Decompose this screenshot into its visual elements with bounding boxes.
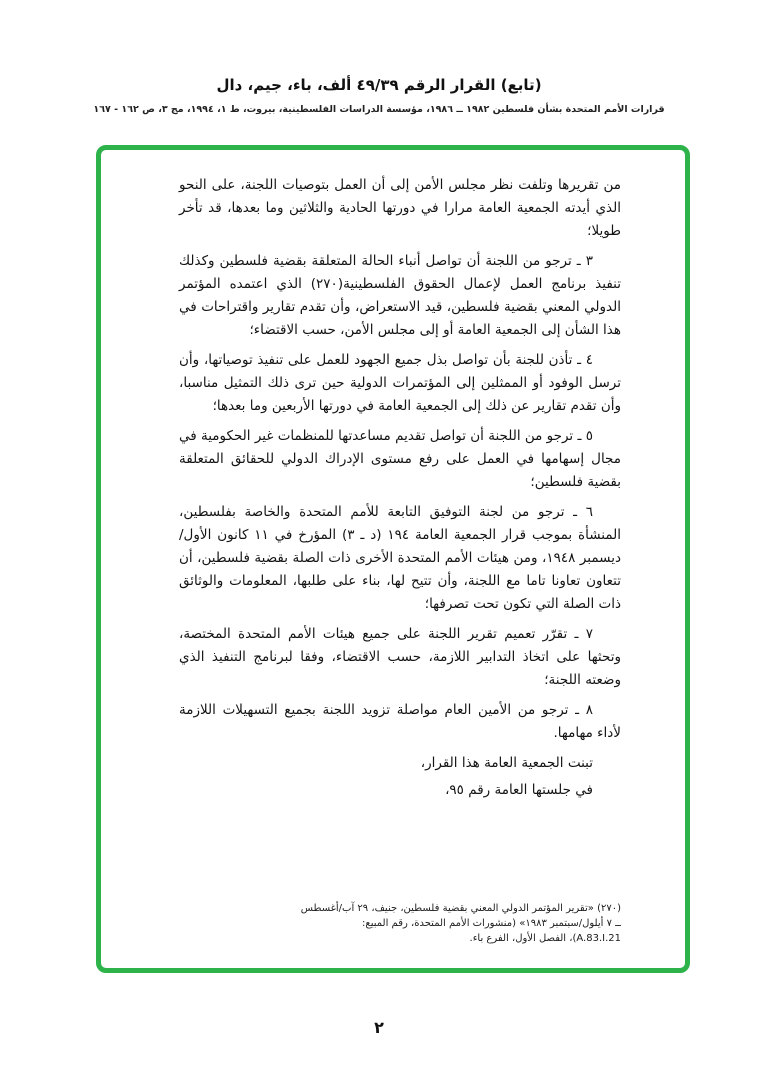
source-citation: قرارات الأمم المتحدة بشأن فلسطين ١٩٨٢ ــ ١٩٨٦، مؤسسة الدراسات الفلسطينية، بيروت، ط ١، ١٩٩٤، مج ٣، ص ١٦٢ - ١٦٧	[93, 104, 665, 115]
document-title: (تابع) القرار الرقم ٤٩/٣٩ ألف، باء، جيم، دال	[216, 76, 542, 94]
paragraph-7: ٧ ـ تقرّر تعميم تقرير اللجنة على جميع هيئات الأمم المتحدة المختصة، وتحثها على اتخاذ التدابير اللازمة، حسب الاقتضاء، وفقا لبرنامج التنفيذ الذي وضعته اللجنة؛	[179, 626, 621, 688]
paragraph-6: ٦ ـ ترجو من لجنة التوفيق التابعة للأمم المتحدة والخاصة بفلسطين، المنشأة بموجب قرار الجمعية العامة ١٩٤ (د ـ ٣) المؤرخ في ١١ كانون الأول/ديسمبر ١٩٤٨، ومن هيئات الأمم المتحدة الأخرى ذات الصلة بقضية فلسطين، أن تتعاون تعاونا تاما مع اللجنة، وأن تتيح لها، بناء على طلبها، المعلومات والوثائق ذات الصلة التي تكون تحت تصرفها؛	[179, 504, 621, 612]
page-number: ٢	[374, 1018, 384, 1037]
footnote-270	[300, 901, 621, 946]
session-note: في جلستها العامة رقم ٩٥،	[445, 782, 593, 798]
paragraph-4: ٤ ـ تأذن للجنة بأن تواصل بذل جميع الجهود للعمل على تنفيذ توصياتها، وأن ترسل الوفود أو الممثلين إلى المؤتمرات الدولية حين ترى ذلك التمثيل مناسبا، وأن تقدم تقارير عن ذلك إلى الجمعية العامة في دورتها الأربعين وما بعدها؛	[179, 352, 621, 414]
footnote-line: ــ ٧ أيلول/سبتمبر ١٩٨٣» (منشورات الأمم المتحدة، رقم المبيع:	[362, 918, 621, 929]
paragraph-3: ٣ ـ ترجو من اللجنة أن تواصل أنباء الحالة المتعلقة بقضية فلسطين وكذلك تنفيذ برنامج العمل لإعمال الحقوق الفلسطينية(٢٧٠) الذي اعتمده المؤتمر الدولي المعني بقضية فلسطين، قيد الاستعراض، وأن تقدم تقارير واقتراحات في هذا الشأن إلى الجمعية العامة أو إلى مجلس الأمن، حسب الاقتضاء؛	[179, 253, 622, 338]
paragraph-5: ٥ ـ ترجو من اللجنة أن تواصل تقديم مساعدتها للمنظمات غير الحكومية في مجال إسهامها في العمل على رفع مستوى الإدراك الدولي للحقائق المتعلقة بقضية فلسطين؛	[179, 428, 621, 490]
footnote-line: A.83.I.21)، الفصل الأول، الفرع باء.	[469, 933, 621, 944]
adoption-note: تبنت الجمعية العامة هذا القرار،	[420, 755, 593, 771]
paragraph-8: ٨ ـ ترجو من الأمين العام مواصلة تزويد اللجنة بجميع التسهيلات اللازمة لأداء مهامها.	[179, 702, 621, 741]
footnote-line: (٢٧٠) «تقرير المؤتمر الدولي المعني بقضية فلسطين، جنيف، ٢٩ آب/أغسطس	[300, 903, 621, 914]
paragraph-continuation: من تقريرها وتلفت نظر مجلس الأمن إلى أن العمل بتوصيات اللجنة، على النحو الذي أيدته الجمعية العامة مرارا في دورتها الحادية والثلاثين وما بعدها، قد تأخر طويلا؛	[179, 177, 621, 239]
resolution-body	[179, 174, 621, 806]
content-frame	[96, 145, 690, 973]
